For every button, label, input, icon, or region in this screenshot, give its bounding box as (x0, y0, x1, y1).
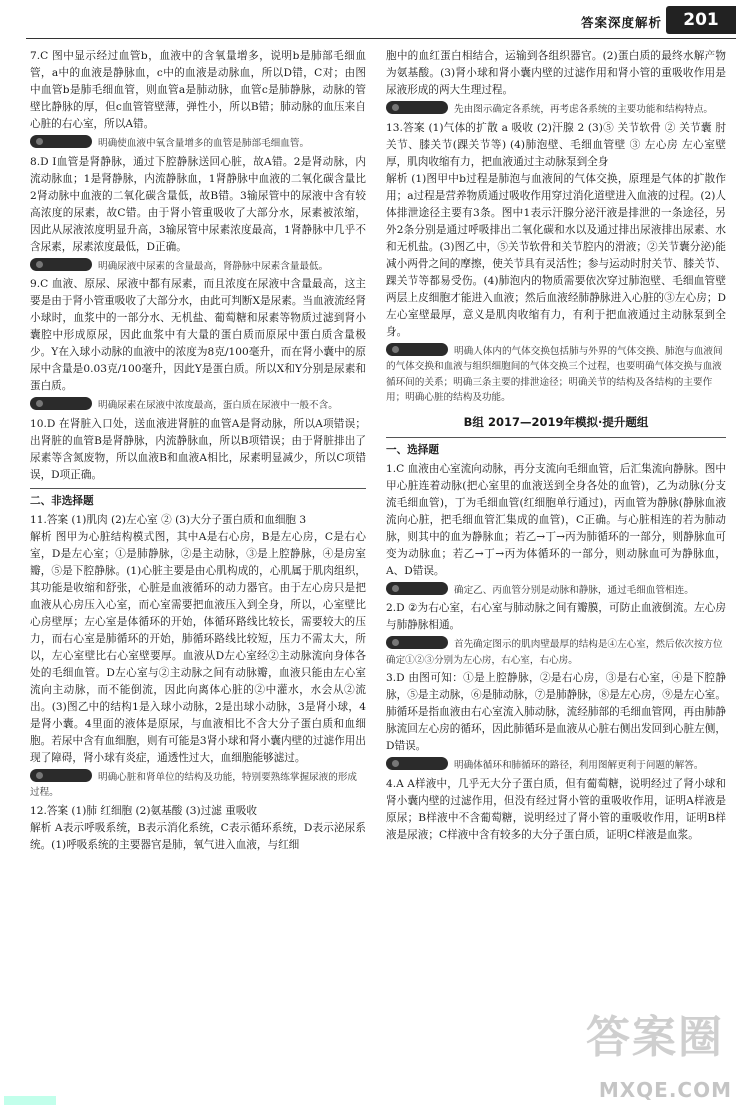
section-heading: 一、选择题 (386, 443, 439, 456)
divider (30, 488, 366, 489)
answer-paragraph: 胞中的血红蛋白相结合，运输到各组织器官。(2)蛋白质的最终水解产物为氨基酸。(3)肾小球和肾小囊内壁的过滤作用和肾小管的重吸收作用是尿液形成的两大生理过程。 (386, 50, 726, 96)
tip-badge-icon (386, 757, 448, 770)
tip-badge-icon (30, 135, 92, 148)
tip-badge-icon (386, 582, 448, 595)
tip-badge-icon (30, 397, 92, 410)
corner-stamp (4, 1096, 56, 1105)
left-column (30, 48, 366, 854)
answer-paragraph: 解析 A表示呼吸系统，B表示消化系统，C表示循环系统，D表示泌尿系统。(1)呼吸系统的主要器官是肺，氧气进入血液，与红细 (30, 821, 366, 851)
answer-paragraph: 12.答案 (1)肺 红细胞 (2)氨基酸 (3)过滤 重吸收 (30, 804, 258, 817)
divider (386, 437, 726, 438)
tip-text: 先由图示确定各系统，再考虑各系统的主要功能和结构特点。 (454, 104, 714, 115)
tip-note (30, 769, 366, 801)
answer-paragraph: 解析 (1)图甲中b过程是肺泡与血液间的气体交换，原理是气体的扩散作用；a过程是营养物质通过吸收作用穿过消化道壁进入血液的过程。(2)人体排泄途径主要有3条。图中1表示汗腺分泌汗液是排泄的一条途径，另外2条分别是通过呼吸排出二氧化碳和水以及通过排出尿液排出尿素、水和无机盐。(3)图乙中，⑤关节软骨和关节腔内的滑液；②关节囊分泌)能减小两骨之间的摩擦，使关节具有灵活性；参与运动时肘关节、膝关节、踝关节等都易受伤。(4)肺泡内的物质需要依次穿过肺泡壁、毛细血管壁两层上皮细胞才能进入血液；然后血液经肺静脉进入心脏的③左心房；D左心室壁最厚，意义是肌肉收缩有力，有利于把血液通过主动脉泵到全身。 (386, 172, 726, 338)
tip-text: 首先确定图示的肌肉壁最厚的结构是④左心室，然后依次按方位确定①②③分别为左心房，右心室，右心房。 (386, 639, 723, 666)
tip-note (386, 757, 726, 774)
tip-text: 明确人体内的气体交换包括肺与外界的气体交换、肺泡与血液间的气体交换和血液与组织细胞间的气体交换三个过程，也要明确气体交换与血液循环间的关系；明确三条主要的排泄途径；明确关节的结构及各结构的主要作用；明确心脏的结构及功能。 (386, 345, 723, 403)
group-heading: B组 2017—2019年模拟·提升题组 (463, 414, 649, 429)
answer-paragraph: 8.D Ⅰ血管是肾静脉，通过下腔静脉送回心脏，故A错。2是肾动脉，内流动脉血；1是肾静脉，内流静脉血，1肾静脉中血液的二氧化碳含量比2肾动脉中血液的二氧化碳含量低，故B错。3输尿管中的尿液中含有较高浓度的尿素，故C错。由于肾小管重吸收了大部分水，尿素被浓缩，因此从尿液浓度明显升高，3输尿管中尿素浓度最高，1肾静脉中几乎不含尿素，尿素浓度最低，D正确。 (30, 155, 366, 253)
header-rule (26, 38, 736, 39)
answer-paragraph: 4.A A样液中，几乎无大分子蛋白质，但有葡萄糖，说明经过了肾小球和肾小囊内壁的过滤作用，但没有经过肾小管的重吸收作用，证明A样液是原尿；B样液中不含葡萄糖，说明经过了肾小管的重吸收作用，证明B样液是尿液；C样液中含有较多的大分子蛋白质，证明C样液是血浆。 (386, 777, 726, 841)
right-column (386, 48, 726, 844)
header-title: 答案深度解析 (580, 15, 662, 30)
tip-text: 明确体循环和肺循环的路径，利用图解更利于问题的解答。 (454, 760, 704, 771)
tip-badge-icon (386, 343, 448, 356)
tip-badge-icon (386, 101, 448, 114)
answer-paragraph: 11.答案 (1)肌肉 (2)左心室 ② (3)大分子蛋白质和血细胞 3 (30, 513, 307, 526)
answer-paragraph: 13.答案 (1)气体的扩散 a 吸收 (2)汗腺 2 (3)⑤ 关节软骨 ② 关节囊 肘关节、膝关节(踝关节等) (4)肺泡壁、毛细血管壁 ③ 左心房 左心室壁厚，肌肉收缩有力，把血液通过主动脉泵到全身 (386, 121, 726, 168)
tip-text: 明确心脏和肾单位的结构及功能，特别要熟练掌握尿液的形成过程。 (30, 771, 358, 798)
tip-text: 明确尿素在尿液中浓度最高，蛋白质在尿液中一般不含。 (98, 400, 338, 411)
tip-badge-icon (386, 636, 448, 649)
watermark-url: MXQE.COM (598, 1078, 732, 1102)
tip-note (30, 135, 366, 152)
answer-paragraph: 7.C 图中显示经过血管b，血液中的含氧量增多，说明b是肺部毛细血管，a中的血液是静脉血，c中的血液是动脉血，所以D错，C对；由图中血管b是肺毛细血管，则血管a是肺动脉，血管c是肺静脉，动脉的管壁比静脉的厚，但c血管管壁薄，弹性小，所以B错；肺动脉的血压来自心脏的右心室，所以A错。 (30, 50, 366, 130)
tip-note (386, 582, 726, 599)
tip-note (386, 343, 726, 406)
answer-paragraph: 3.D 由图可知：①是上腔静脉，②是右心房，③是右心室，④是下腔静脉，⑤是主动脉，⑥是肺动脉，⑦是肺静脉，⑧是左心房，⑨是左心室。肺循环是指血液由右心室流入肺动脉，流经肺部的毛细血管网，再由肺静脉流回左心房的循环，因此肺循环是血液从心脏右侧出发回到心脏左侧，D错误。 (386, 672, 726, 752)
tip-note (30, 258, 366, 275)
tip-badge-icon (30, 258, 92, 271)
answer-paragraph: 2.D ②为右心室，右心室与肺动脉之间有瓣膜，可防止血液倒流。左心房与肺静脉相通。 (386, 602, 726, 631)
tip-text: 明确尿液中尿素的含量最高，肾静脉中尿素含量最低。 (98, 260, 329, 272)
tip-badge-icon (30, 769, 92, 782)
tip-text: 明确使血液中氧含量增多的血管是肺部毛细血管。 (98, 138, 310, 149)
answer-paragraph: 1.C 血液由心室流向动脉，再分支流向毛细血管，后汇集流向静脉。图中甲心脏连着动脉(把心室里的血液送到全身各处的血管)，乙为动脉(分支流毛细血管)，丁为毛细血管(红细胞单行通过)，丙血管为静脉(静脉血液流向心脏，把毛细血管汇集成的血管)，C正确。与心脏相连的若为肺动脉，则其中的血为静脉血；若乙→丁→丙为肺循环的一部分，则静脉血可变为动脉血；若乙→丁→丙为体循环的一部分，则动脉血可为静脉血，A、D错误。 (386, 462, 726, 577)
answer-paragraph: 解析 图甲为心脏结构模式图，其中A是右心房，B是左心房，C是右心室，D是左心室；①是肺静脉，②是主动脉，③是上腔静脉，④是房室瓣，⑤是下腔静脉。(1)心脏主要是由心肌构成的，心肌属于肌肉组织，其功能是收缩和舒张，心脏是血液循环的动力器官。由于左心房只是把血液从心房压入心室，而心室需要把血液压入到全身，所以，心室壁比心房壁厚；左心室是体循环的开始，体循环路线比较长，需要较大的压力，而右心室是肺循环的开始，肺循环路线比较短，压力不需太大，所以，左心室壁比右心室壁要厚。血液从D左心室经②主动脉流向身体各处的毛细血管。D左心室与②主动脉之间有动脉瓣，血液只能由左心室流向主动脉，而不能倒流，因此向离体心脏的②中灌水，水会从②流出。(3)图乙中的结构1是入球小动脉，2是出球小动脉，3是肾小球，4是肾小囊。4里面的液体是原尿，与血液相比不含大分子蛋白质和血细胞。若尿中含有血细胞，则有可能是3肾小球和肾小囊内壁的过滤作用出现了障碍，肾小球有炎症，通透性过大，血细胞能够滤过。 (30, 530, 366, 764)
tip-note (386, 636, 726, 668)
answer-paragraph: 9.C 血液、原尿、尿液中都有尿素，而且浓度在尿液中含量最高，这主要是由于肾小管重吸收了大部分水，由此可判断X是尿素。当血液流经肾小球时，血浆中的一部分水、无机盐、葡萄糖和尿素等物质过滤到肾小囊腔中形成原尿，因此血浆中有大量的蛋白质而原尿中蛋白质含量极少。Y在入球小动脉的血液中的浓度为8克/100毫升，而在肾小囊中的原尿中含量是0.03克/100毫升，因此Y是蛋白质。所以X和Y分别是尿素和蛋白质。 (30, 278, 366, 392)
watermark-text: 答案圈 (586, 1012, 724, 1063)
page-number: 201 (666, 6, 736, 34)
tip-text: 确定乙、丙血管分别是动脉和静脉，通过毛细血管相连。 (454, 584, 694, 596)
tip-note (386, 101, 726, 118)
answer-paragraph: 10.D 在肾脏入口处，送血液进肾脏的血管A是肾动脉，所以A项错误；出肾脏的血管B是肾静脉，内流静脉血，所以B项错误；由于肾脏排出了尿素等含氮废物，所以血液B和血液A相比，尿素明显减少，所以C项错误，D项正确。 (30, 417, 366, 481)
tip-note (30, 397, 366, 414)
section-heading: 二、非选择题 (30, 494, 94, 507)
watermark-logo (564, 1012, 744, 1102)
